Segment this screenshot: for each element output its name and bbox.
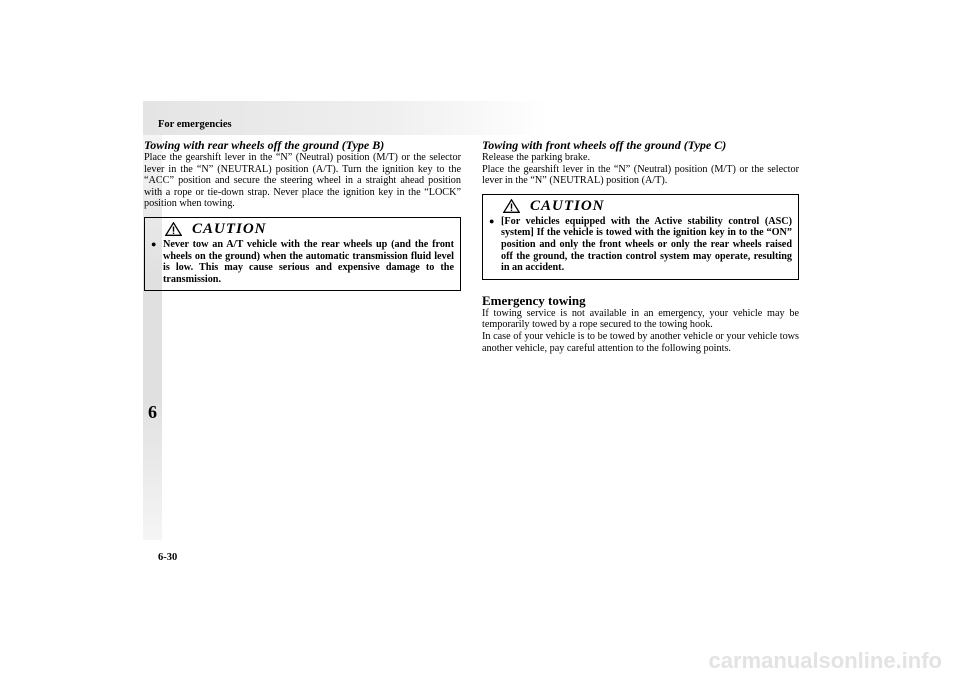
warning-triangle-icon bbox=[503, 199, 520, 213]
chapter-number: 6 bbox=[148, 402, 157, 422]
emergency-towing-paragraph-2: In case of your vehicle is to be towed by another vehicle or your vehicle tows another vehicle, pay careful attention to the following points. bbox=[482, 330, 799, 354]
page-number: 6-30 bbox=[158, 552, 178, 563]
caution-header bbox=[489, 197, 792, 216]
type-c-instruction-1: Release the parking brake. bbox=[482, 152, 591, 163]
caution-label: CAUTION bbox=[192, 220, 267, 237]
type-b-instructions: Place the gearshift lever in the “N” (Neutral) position (M/T) or the selector lever in the “N” (NEUTRAL) position (A/T). Turn the ignition key to the “ACC” position and secure the steering wheel in a straight ahead position with a rope or tie-down strap. Never place the ignition key in the “LOCK” position when towing. bbox=[144, 152, 461, 210]
caution-item bbox=[489, 216, 792, 274]
page-header-title: For emergencies bbox=[158, 119, 232, 130]
left-column bbox=[144, 138, 461, 291]
bullet-icon: ● bbox=[489, 215, 495, 226]
bullet-icon: ● bbox=[151, 238, 157, 249]
caution-box-type-c bbox=[482, 194, 799, 280]
type-c-instruction-2: Place the gearshift lever in the “N” (Neutral) position (M/T) or the selector lever in the “N” (NEUTRAL) position (A/T). bbox=[482, 163, 799, 187]
caution-label: CAUTION bbox=[530, 197, 605, 214]
watermark: carmanualsonline.info bbox=[708, 648, 942, 673]
caution-text: [For vehicles equipped with the Active stability control (ASC) system] If the vehicle is towed with the ignition key in to the “ON” position and only the front wheels or only the rear wheels raised off the ground, the traction control system may operate, resulting in an accident. bbox=[501, 215, 792, 274]
caution-box-type-b bbox=[144, 217, 461, 291]
caution-text: Never tow an A/T vehicle with the rear wheels up (and the front wheels on the ground) when the automatic transmission fluid level is low. This may cause serious and expensive damage to the transmission. bbox=[163, 238, 454, 285]
caution-item bbox=[151, 239, 454, 285]
section-heading-emergency-towing: Emergency towing bbox=[482, 292, 586, 308]
section-heading-type-c: Towing with front wheels off the ground (Type C) bbox=[482, 138, 727, 152]
right-column bbox=[482, 138, 799, 354]
emergency-towing-paragraph-1: If towing service is not available in an emergency, your vehicle may be temporarily towed by a rope secured to the towing hook. bbox=[482, 307, 799, 331]
section-heading-type-b: Towing with rear wheels off the ground (Type B) bbox=[144, 138, 385, 152]
caution-header bbox=[151, 220, 454, 239]
warning-triangle-icon bbox=[165, 222, 182, 236]
